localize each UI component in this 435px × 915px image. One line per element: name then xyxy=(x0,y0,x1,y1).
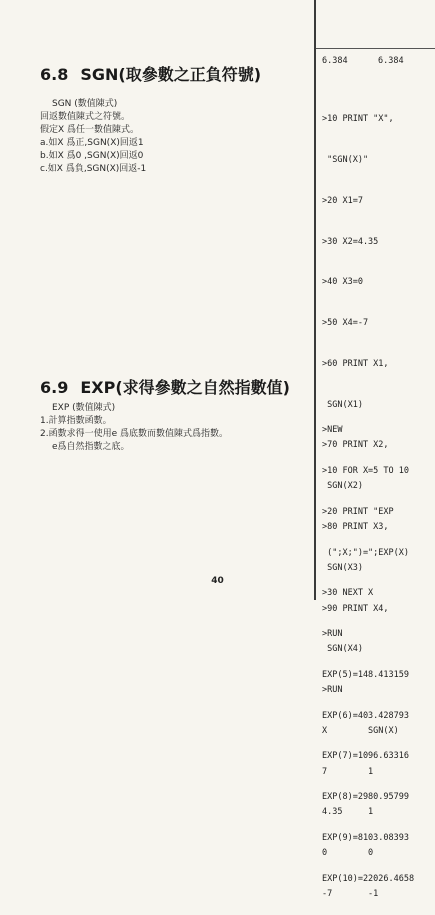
body-line: a.如X 爲正,SGN(X)回返1 xyxy=(40,138,144,148)
code-line: >10 FOR X=5 TO 10 xyxy=(322,465,409,476)
table-cell: 0 xyxy=(322,848,328,859)
section-title: SGN(取參數之正負符號) xyxy=(80,65,262,84)
syntax-line: SGN (數值陳式) xyxy=(52,99,118,109)
code-line: >80 PRINT X3, xyxy=(322,522,389,532)
table-cell: -1 xyxy=(368,889,379,900)
table-cell: 1 xyxy=(368,807,374,818)
code-line: SGN(X4) xyxy=(322,644,363,655)
body-line: 假定X 爲任一數值陳式。 xyxy=(40,125,140,135)
output-value: 6.384 xyxy=(322,56,348,67)
code-line: >70 PRINT X2, xyxy=(322,440,389,451)
table-cell: 7 xyxy=(322,766,328,777)
section-number: 6.9 xyxy=(40,378,69,397)
code-line: (";X;")=";EXP(X) xyxy=(322,547,409,558)
column-divider xyxy=(314,0,316,600)
section-6-8-heading xyxy=(40,62,261,85)
code-line: "SGN(X)" xyxy=(322,154,369,165)
section-6-9-body xyxy=(40,402,228,454)
code-line: EXP(6)=403.428793 xyxy=(322,710,409,721)
code-line: >30 X2=4.35 xyxy=(322,236,379,247)
table-cell: 0 xyxy=(368,848,374,859)
exp-program-listing xyxy=(322,397,414,900)
code-line: >90 PRINT X4, xyxy=(322,603,389,614)
code-line: EXP(7)=1096.63316 xyxy=(322,751,409,762)
code-line: EXP(9)=8103.08393 xyxy=(322,833,409,843)
output-value: 6.384 xyxy=(378,56,404,67)
body-line: 2.函數求得一使用e 爲底數而數值陳式爲指數。 xyxy=(40,429,228,439)
table-cell: SGN(X) xyxy=(368,725,399,736)
section-title: EXP(求得參數之自然指數值) xyxy=(80,378,290,397)
section-6-9-heading xyxy=(40,375,290,398)
code-line: EXP(5)=148.413159 xyxy=(322,669,409,680)
table-cell: 1 xyxy=(368,766,374,777)
section-number: 6.8 xyxy=(40,65,69,84)
table-cell: X xyxy=(322,725,328,736)
code-line: >40 X3=0 xyxy=(322,277,363,288)
code-line: SGN(X1) xyxy=(322,399,363,410)
rule-top xyxy=(316,48,435,49)
body-line: 1.計算指數函數。 xyxy=(40,416,112,426)
code-line: >20 X1=7 xyxy=(322,195,363,206)
code-line: SGN(X2) xyxy=(322,481,363,492)
code-line: EXP(8)=2980.95799 xyxy=(322,792,409,803)
code-line: SGN(X3) xyxy=(322,562,363,573)
code-line: >RUN xyxy=(322,685,343,696)
code-line: EXP(10)=22026.4658 xyxy=(322,873,415,884)
body-line: e爲自然指數之底。 xyxy=(52,442,130,452)
code-line: >50 X4=-7 xyxy=(322,318,369,329)
code-line: >20 PRINT "EXP xyxy=(322,506,394,517)
body-line: 回返數值陳式之符號。 xyxy=(40,112,131,122)
code-line: >60 PRINT X1, xyxy=(322,358,389,369)
table-cell: -7 xyxy=(322,889,333,900)
syntax-line: EXP (數值陳式) xyxy=(52,403,116,413)
table-cell: 4.35 xyxy=(322,807,343,818)
section-6-8-body xyxy=(40,98,146,176)
body-line: c.如X 爲負,SGN(X)回返-1 xyxy=(40,164,147,174)
page-number: 40 xyxy=(211,576,224,586)
code-line: >30 NEXT X xyxy=(322,588,374,599)
previous-output xyxy=(322,28,404,82)
body-line: b.如X 爲0 ,SGN(X)回返0 xyxy=(40,151,144,161)
code-line: >NEW xyxy=(322,425,343,436)
code-line: >10 PRINT "X", xyxy=(322,114,394,125)
code-line: >RUN xyxy=(322,629,343,640)
